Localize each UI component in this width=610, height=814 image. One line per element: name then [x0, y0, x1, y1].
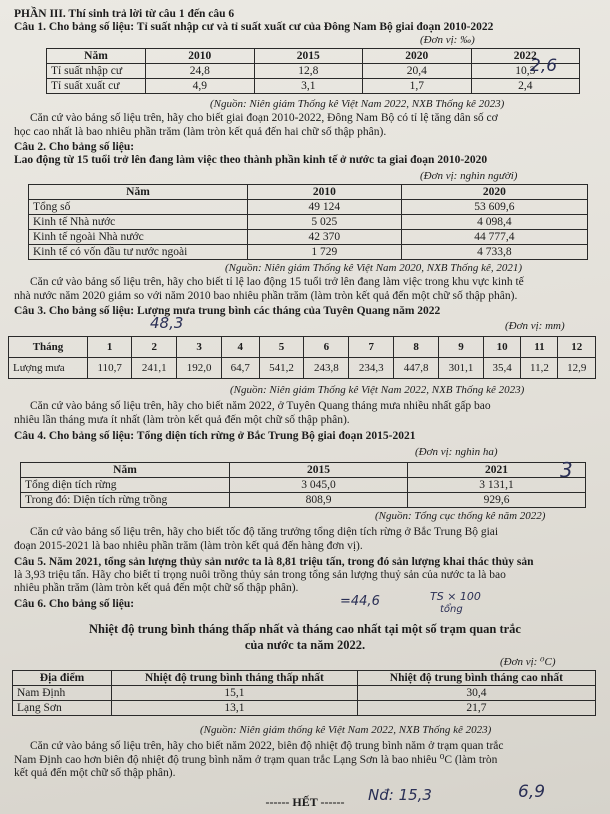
q2-header-cell: Năm: [29, 185, 248, 200]
q4-section: [14, 430, 600, 443]
q6-unit: (Đơn vị: ⁰C): [500, 656, 556, 668]
q2-row-label: Kinh tế Nhà nước: [29, 215, 248, 230]
table-row: [9, 358, 596, 379]
table-row: [13, 686, 596, 701]
q1-cell: 2,4: [471, 79, 580, 94]
table-row: [47, 49, 580, 64]
q2-question: [30, 276, 600, 289]
q3-cell: 192,0: [177, 358, 222, 379]
handwritten-note-q5-formula: TS × 100: [430, 590, 481, 603]
q5-text-line: Câu 5. Năm 2021, tổng sản lượng thủy sản nước ta là 8,81 triệu tấn, trong đó sản lượng khai thác thủy sản: [14, 556, 534, 568]
q4-cell: 3 131,1: [408, 478, 586, 493]
table-row: [47, 64, 580, 79]
table-row: [9, 337, 596, 358]
q1-text-line: học cao nhất là bao nhiêu phần trăm (làm tròn kết quả đến hai chữ số thập phân).: [14, 126, 387, 138]
q6-header-cell: Địa điểm: [13, 671, 112, 686]
q3-cell: 12,9: [558, 358, 596, 379]
q2-cell: 53 609,6: [401, 200, 587, 215]
q5-text-line: nhiêu phần trăm (làm tròn kết quả đến một chữ số thập phân).: [14, 582, 299, 594]
q2-cell: 4 733,8: [401, 245, 587, 260]
q1-text-line: Căn cứ vào bảng số liệu trên, hãy cho biết giai đoạn 2010-2022, Đông Nam Bộ có tỉ lệ tăng dân số cơ: [30, 112, 498, 124]
table-row: [29, 230, 588, 245]
q3-cell: 447,8: [394, 358, 439, 379]
q4-cell: 3 045,0: [230, 478, 408, 493]
q3-header-cell: 5: [259, 337, 304, 358]
q3-header-cell: 9: [439, 337, 484, 358]
q3-question-cont: [14, 414, 600, 427]
q3-cell: 541,2: [259, 358, 304, 379]
table-row: [29, 245, 588, 260]
q3-cell: 64,7: [222, 358, 260, 379]
q4-row-label: Trong đó: Diện tích rừng trồng: [21, 493, 230, 508]
q1-row-label: Tỉ suất xuất cư: [47, 79, 146, 94]
q2-source: (Nguồn: Niên giám Thống kê Việt Nam 2020, NXB Thống kê, 2021): [225, 262, 523, 274]
q3-table: [8, 336, 596, 379]
q6-section: [14, 598, 600, 611]
handwritten-answer-q1: 2,6: [530, 56, 558, 76]
q1-header-cell: 2022: [471, 49, 580, 64]
q3-cell: 243,8: [304, 358, 349, 379]
table-row: [29, 215, 588, 230]
q4-question: [30, 526, 600, 539]
q5-text-line: là 3,93 triệu tấn. Hãy cho biết tỉ trọng nuôi trồng thủy sản trong tổng sản lượng thuỷ sản của nước ta là bao: [14, 569, 506, 581]
q1-intro: Câu 1. Cho bảng số liệu: Tỉ suất nhập cư và tỉ suất xuất cư của Đông Nam Bộ giai đoạn 2010-2022: [14, 21, 494, 33]
handwritten-answer-q6: 6,9: [518, 782, 546, 802]
q4-unit: (Đơn vị: nghìn ha): [415, 446, 498, 458]
q2-text-line: nhà nước năm 2020 giảm so với năm 2010 bao nhiêu phần trăm (làm tròn kết quả đến một chữ số thập phân).: [14, 290, 518, 302]
q3-header-cell: 1: [88, 337, 132, 358]
q4-source: (Nguồn: Tổng cục thống kê năm 2022): [375, 510, 546, 522]
q1-cell: 10,3: [471, 64, 580, 79]
q1-question: [30, 112, 600, 125]
q6-text-line: kết quả đến một chữ số thập phân).: [14, 767, 176, 779]
q6-header-cell: Nhiệt độ trung bình tháng thấp nhất: [112, 671, 358, 686]
table-row: [47, 79, 580, 94]
q3-header-cell: 3: [177, 337, 222, 358]
q6-cell: 21,7: [357, 701, 595, 716]
q1-row-label: Tỉ suất nhập cư: [47, 64, 146, 79]
q3-unit: (Đơn vị: mm): [505, 320, 565, 332]
part-header: [14, 8, 600, 34]
q4-text-line: Căn cứ vào bảng số liệu trên, hãy cho biết tốc độ tăng trưởng tổng diện tích rừng ở Bắc Trung Bộ giai: [30, 526, 499, 538]
q6-text-line: Nam Định cao hơn biên độ nhiệt độ trung bình năm ở trạm quan trắc Lạng Sơn là bao nhiêu ⁰C (làm tròn: [14, 754, 498, 766]
q4-question-cont: [14, 540, 600, 553]
table-row: [21, 463, 586, 478]
q4-intro: Câu 4. Cho bảng số liệu: Tổng diện tích rừng ở Bắc Trung Bộ giai đoạn 2015-2021: [14, 430, 416, 442]
q4-header-cell: 2021: [408, 463, 586, 478]
q3-text-line: nhiêu lần tháng mưa ít nhất (làm tròn kết quả đến một chữ số thập phân).: [14, 414, 350, 426]
q1-cell: 24,8: [146, 64, 255, 79]
q2-cell: 4 098,4: [401, 215, 587, 230]
q6-cell: 30,4: [357, 686, 595, 701]
q3-section: [14, 305, 600, 318]
q2-cell: 5 025: [248, 215, 402, 230]
q1-header-cell: 2010: [146, 49, 255, 64]
table-row: [29, 185, 588, 200]
q3-cell: 35,4: [483, 358, 521, 379]
q3-header-cell: 10: [483, 337, 521, 358]
q4-row-label: Tổng diện tích rừng: [21, 478, 230, 493]
q2-text-line: Căn cứ vào bảng số liệu trên, hãy cho biết tỉ lệ lao động 15 tuổi trở lên đang làm việc trong khu vực kinh tế: [30, 276, 524, 288]
handwritten-answer-q4: 3: [560, 458, 573, 482]
q1-header-cell: Năm: [47, 49, 146, 64]
q3-header-cell: Tháng: [9, 337, 88, 358]
q3-header-cell: 7: [349, 337, 394, 358]
q1-header-cell: 2015: [254, 49, 363, 64]
q6-text-line: Căn cứ vào bảng số liệu trên, hãy cho biết năm 2022, biên độ nhiệt độ trung bình năm ở trạm quan trắc: [30, 740, 504, 752]
table-row: [13, 671, 596, 686]
q6-cell: 15,1: [112, 686, 358, 701]
q3-cell: 110,7: [88, 358, 132, 379]
q4-cell: 808,9: [230, 493, 408, 508]
q1-source: (Nguồn: Niên giám Thống kê Việt Nam 2022, NXB Thống kê 2023): [210, 98, 505, 110]
q3-text-line: Căn cứ vào bảng số liệu trên, hãy cho biết năm 2022, ở Tuyên Quang tháng mưa nhiều nhất gấp bao: [30, 400, 491, 412]
q6-row-label: Lạng Sơn: [13, 701, 112, 716]
q2-unit: (Đơn vị: nghìn người): [420, 170, 518, 182]
q6-intro: Câu 6. Cho bảng số liệu:: [14, 598, 135, 610]
q2-cell: 42 370: [248, 230, 402, 245]
q3-header-cell: 12: [558, 337, 596, 358]
q2-cell: 1 729: [248, 245, 402, 260]
q2-intro: Câu 2. Cho bảng số liệu:: [14, 141, 135, 153]
q3-question: [30, 400, 600, 413]
q3-header-cell: 2: [132, 337, 177, 358]
q3-cell: 301,1: [439, 358, 484, 379]
q5-section: [14, 556, 600, 595]
q4-table: [20, 462, 586, 508]
q6-question-cont: [14, 754, 600, 780]
q2-title: Lao động từ 15 tuổi trở lên đang làm việc theo thành phần kinh tế ở nước ta giai đoạn 2010-2020: [14, 154, 488, 166]
q2-row-label: Kinh tế có vốn đầu tư nước ngoài: [29, 245, 248, 260]
table-row: [13, 701, 596, 716]
q3-intro: Câu 3. Cho bảng số liệu: Lượng mưa trung bình các tháng của Tuyên Quang năm 2022: [14, 305, 441, 317]
q2-table: [28, 184, 588, 260]
q4-cell: 929,6: [408, 493, 586, 508]
q2-header-cell: 2020: [401, 185, 587, 200]
end-marker: ------ HẾT ------: [265, 795, 345, 809]
q1-cell: 20,4: [363, 64, 472, 79]
q2-cell: 49 124: [248, 200, 402, 215]
q3-row-label: Lượng mưa: [9, 358, 88, 379]
q3-cell: 241,1: [132, 358, 177, 379]
handwritten-note-q6: Nđ: 15,3: [368, 786, 432, 804]
q3-source: (Nguồn: Niên giám Thống kê Việt Nam 2022, NXB Thống kê 2023): [230, 384, 525, 396]
handwritten-note-q5-denominator: tổng: [440, 604, 463, 615]
q1-cell: 3,1: [254, 79, 363, 94]
q2-question-cont: [14, 290, 600, 303]
table-row: [29, 200, 588, 215]
q2-cell: 44 777,4: [401, 230, 587, 245]
q1-header-cell: 2020: [363, 49, 472, 64]
part-title: PHẦN III. Thí sinh trả lời từ câu 1 đến câu 6: [14, 8, 235, 20]
q2-section: [14, 141, 600, 167]
q1-cell: 4,9: [146, 79, 255, 94]
q2-row-label: Kinh tế ngoài Nhà nước: [29, 230, 248, 245]
q3-cell: 234,3: [349, 358, 394, 379]
q6-source: (Nguồn: Niên giám thống kê Việt Nam 2022, NXB Thống kê 2023): [200, 724, 492, 736]
q6-title-line-2: của nước ta năm 2022.: [244, 638, 366, 652]
handwritten-note-q5: =44,6: [340, 594, 380, 609]
q2-row-label: Tổng số: [29, 200, 248, 215]
q6-cell: 13,1: [112, 701, 358, 716]
q1-table: [46, 48, 580, 94]
table-row: [21, 478, 586, 493]
q6-question: [30, 740, 600, 753]
handwritten-note-q3: 48,3: [150, 314, 184, 332]
q6-table: [12, 670, 596, 716]
table-row: [21, 493, 586, 508]
q3-header-cell: 4: [222, 337, 260, 358]
q1-unit: (Đơn vị: ‰): [420, 34, 475, 46]
q6-row-label: Nam Định: [13, 686, 112, 701]
q4-header-cell: Năm: [21, 463, 230, 478]
q1-cell: 12,8: [254, 64, 363, 79]
q1-question-cont: [14, 126, 600, 139]
q3-header-cell: 8: [394, 337, 439, 358]
q1-cell: 1,7: [363, 79, 472, 94]
q3-header-cell: 6: [304, 337, 349, 358]
q6-header-cell: Nhiệt độ trung bình tháng cao nhất: [357, 671, 595, 686]
q2-header-cell: 2010: [248, 185, 402, 200]
q4-header-cell: 2015: [230, 463, 408, 478]
q4-text-line: đoạn 2015-2021 là bao nhiêu phần trăm (làm tròn kết quả đến hàng đơn vị).: [14, 540, 363, 552]
q6-title-line-1: Nhiệt độ trung bình tháng thấp nhất và tháng cao nhất tại một số trạm quan trắc: [88, 622, 521, 636]
q3-cell: 11,2: [521, 358, 558, 379]
q3-header-cell: 11: [521, 337, 558, 358]
